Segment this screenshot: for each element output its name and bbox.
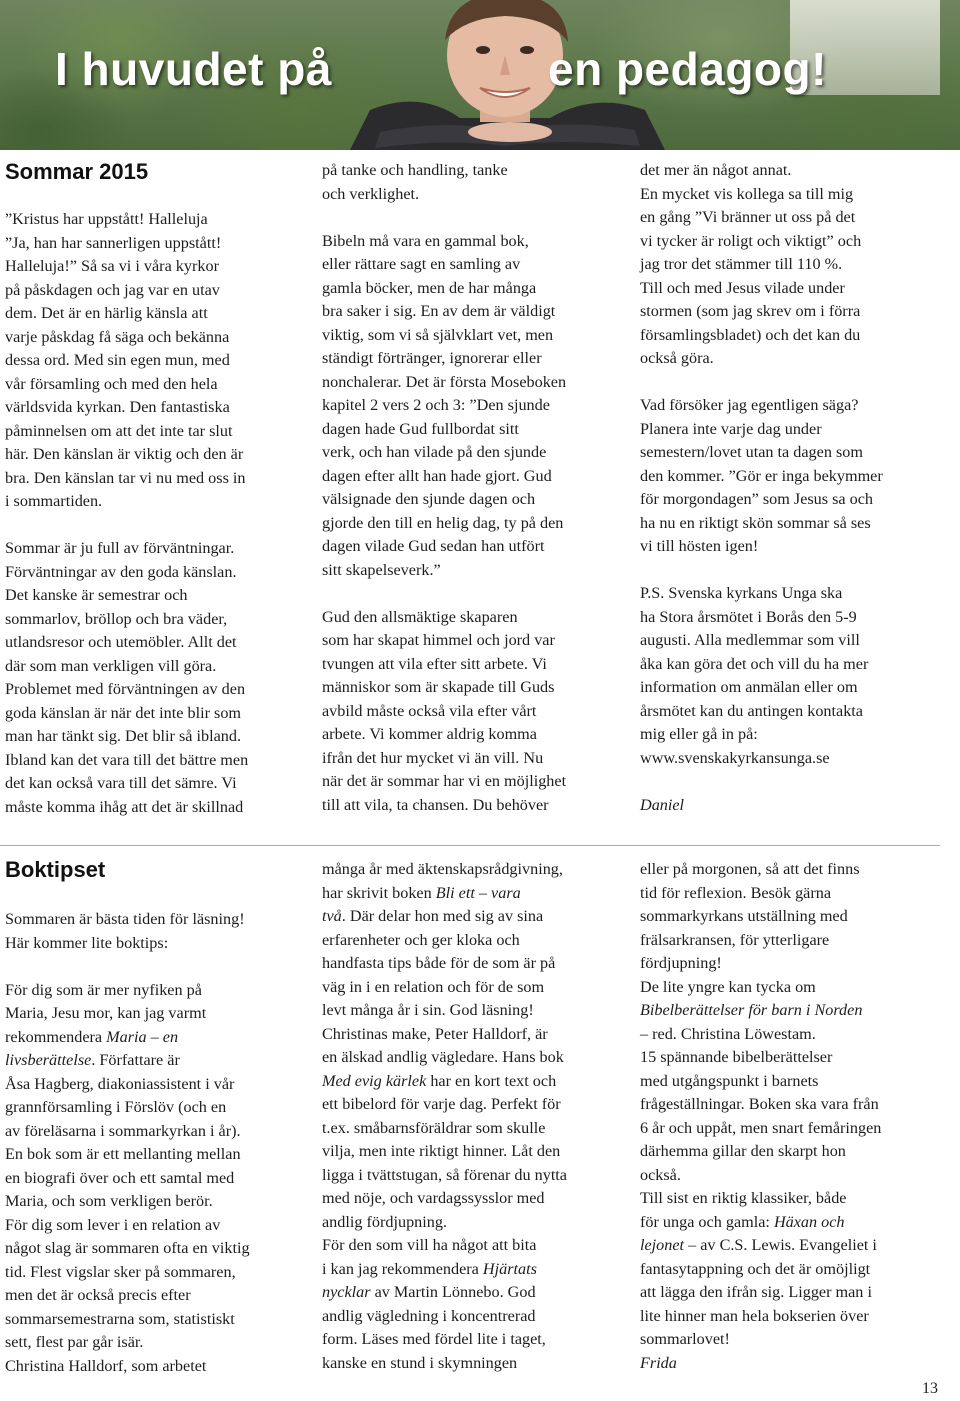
section-divider <box>0 845 940 846</box>
book-tips-text: – av C.S. Lewis. Evangeliet i fantasytappning och det är omöjligt att lägga den ifrån sig. Ligger man i lite hinner man hela bokserien över sommarlovet! <box>640 1236 877 1348</box>
header-banner-photo <box>0 0 960 150</box>
article-column-1: ”Kristus har uppstått! Halleluja ”Ja, han har sannerligen uppstått! Halleluja!” Så sa vi i våra kyrkor på påskdagen och jag var en utav dem. Det är en härlig känsla att varje påskdag få säga och bekänna dessa ord. Med sin egen mun, med vår församling och med den hela världsvida kyrkan. Den fantastiska påminnelsen om att det inte tar slut här. Den känslan är viktig och den är bra. Den känslan tar vi nu med oss in i sommartiden. Sommar är ju full av förväntningar. Förväntningar av den goda känslan. Det kanske är semestrar och sommarlov, bröllop och bra väder, utlandsresor och utemöbler. Allt det där som man verkligen vill göra. Problemet med förväntningen av den goda känslan är när det inte blir som man har tänkt sig. Det blir så ibland. Ibland kan det vara till det bättre men det kan också vara till det sämre. Vi måste komma ihåg att det är skillnad <box>5 210 249 816</box>
book-title: Bli ett – vara två <box>322 883 521 925</box>
book-tips-text: har en kort text och ett bibelord för varje dag. Perfekt för t.ex. småbarnsföräldrar som skulle vilja, men inte riktigt hinner. Låt den ligga i tvättstugan, så förenar du nytta med nöje, och vardagssysslor med andlig fördjupning. För den som vill ha något att bita i kan jag rekommendera <box>322 1071 567 1278</box>
book-title: Med evig kärlek <box>322 1071 427 1090</box>
section-heading-boktipset: Boktipset <box>5 857 106 882</box>
book-tips-text: många år med äktenskapsrådgivning, har skrivit boken <box>322 860 563 902</box>
author-signature-frida: Frida <box>640 1353 677 1372</box>
page-number: 13 <box>922 1380 938 1397</box>
book-tips-text: För dig som är mer nyfiken på Maria, Jesu mor, kan jag varmt rekommendera <box>5 980 207 1046</box>
article-column-2: på tanke och handling, tanke och verklighet. Bibeln må vara en gammal bok, eller rättare sagt en samling av gamla böcker, men de har många bra saker i sig. En av dem är väldigt viktig, som vi så självklart vet, men ständigt förtränger, ignorerar eller nonchalerar. Det är första Moseboken kapitel 2 vers 2 och 3: ”Den sjunde dagen hade Gud fullbordat sitt verk, och han vilade på den sjunde dagen efter allt han hade gjort. Gud välsignade den sjunde dagen och gjorde den till en helig dag, ty på den dagen vilade Gud sedan han utfört sitt skapelseverk.” Gud den allsmäktige skaparen som har skapat himmel och jord var tvungen att vila efter sitt arbete. Vi människor som är skapade till Guds avbild måste också vila efter vårt arbete. Vi kommer aldrig komma ifrån det hur mycket vi än vill. Nu när det är sommar har vi en möjlighet till att vila, ta chansen. Du behöver <box>322 161 567 814</box>
banner-title-right: en pedagog! <box>548 43 827 95</box>
book-tips-column-1 <box>5 908 305 1378</box>
book-tips-text: av Martin Lönnebo. God andlig vägledning i koncentrerad form. Läses med fördel lite i taget, kanske en stund i skymningen <box>322 1283 546 1372</box>
book-tips-column-2 <box>322 858 622 1375</box>
book-title: Maria – en livsberättelse <box>5 1027 179 1069</box>
book-tips-text: . Författare är Åsa Hagberg, diakoniassistent i vår grannförsamling i Förslöv (och en av föreläsarna i sommarkyrkan i år). En bok som är ett mellanting mellan en biografi över och ett samtal med Maria, och som verkligen berör. För dig som lever i en relation av något slag är sommaren ofta en viktig tid. Flest vigslar sker på sommaren, men det är också precis efter sommarsemestrarna som, statistiskt sett, flest par går isär. Christina Halldorf, som arbetet <box>5 1051 250 1375</box>
book-title: Hjärtats nycklar <box>322 1259 537 1301</box>
article-column-3 <box>640 159 940 817</box>
section-heading-sommar: Sommar 2015 <box>5 159 149 184</box>
article-column-3-text: det mer än något annat. En mycket vis kollega sa till mig en gång ”Vi bränner ut oss på det vi tycker är roligt och viktigt” och jag tror det stämmer till 110 %. Till och med Jesus vilade under stormen (som jag skrev om i förra församlingsbladet) och det kan du också göra. Vad försöker jag egentligen säga? Planera inte varje dag under semestern/lovet utan ta dagen som den kommer. ”Gör er inga bekymmer för morgondagen” som Jesus sa och ha nu en riktigt skön sommar så ses vi till hösten igen! P.S. Svenska kyrkans Unga ska ha Stora årsmötet i Borås den 5-9 augusti. Alla medlemmar som vill åka kan göra det och vill du ha mer information om anmälan eller om årsmötet kan du antingen kontakta mig eller gå in på: www.svenskakyrkansunga.se <box>640 161 883 767</box>
book-tips-text: – red. Christina Löwestam. 15 spännande bibelberättelser med utgångspunkt i barnets frågeställningar. Boken ska vara från 6 år och uppåt, men snart femåringen därhemma gillar den skarpt hon också. Till sist en riktig klassiker, både för unga och gamla: <box>640 1024 882 1231</box>
book-tips-text: . Där delar hon med sig av sina erfarenheter och ger kloka och handfasta tips både för de som är på väg in i en relation och för de som levt många år i sin. God läsning! Christinas make, Peter Halldorf, är en älskad andlig vägledare. Hans bok <box>322 907 564 1066</box>
book-tips-column-3 <box>640 858 940 1375</box>
book-title: Bibelberättelser för barn i Norden <box>640 1001 863 1019</box>
banner-title-left: I huvudet på <box>55 43 332 95</box>
book-tips-text: eller på morgonen, så att det finns tid för reflexion. Besök gärna sommarkyrkans utställning med frälsarkransen, för ytterligare fördjupning! De lite yngre kan tycka om <box>640 860 860 996</box>
book-title: Häxan och lejonet <box>640 1212 845 1254</box>
author-signature-daniel: Daniel <box>640 795 685 814</box>
book-tips-intro: Sommaren är bästa tiden för läsning! Här kommer lite boktips: <box>5 910 245 952</box>
